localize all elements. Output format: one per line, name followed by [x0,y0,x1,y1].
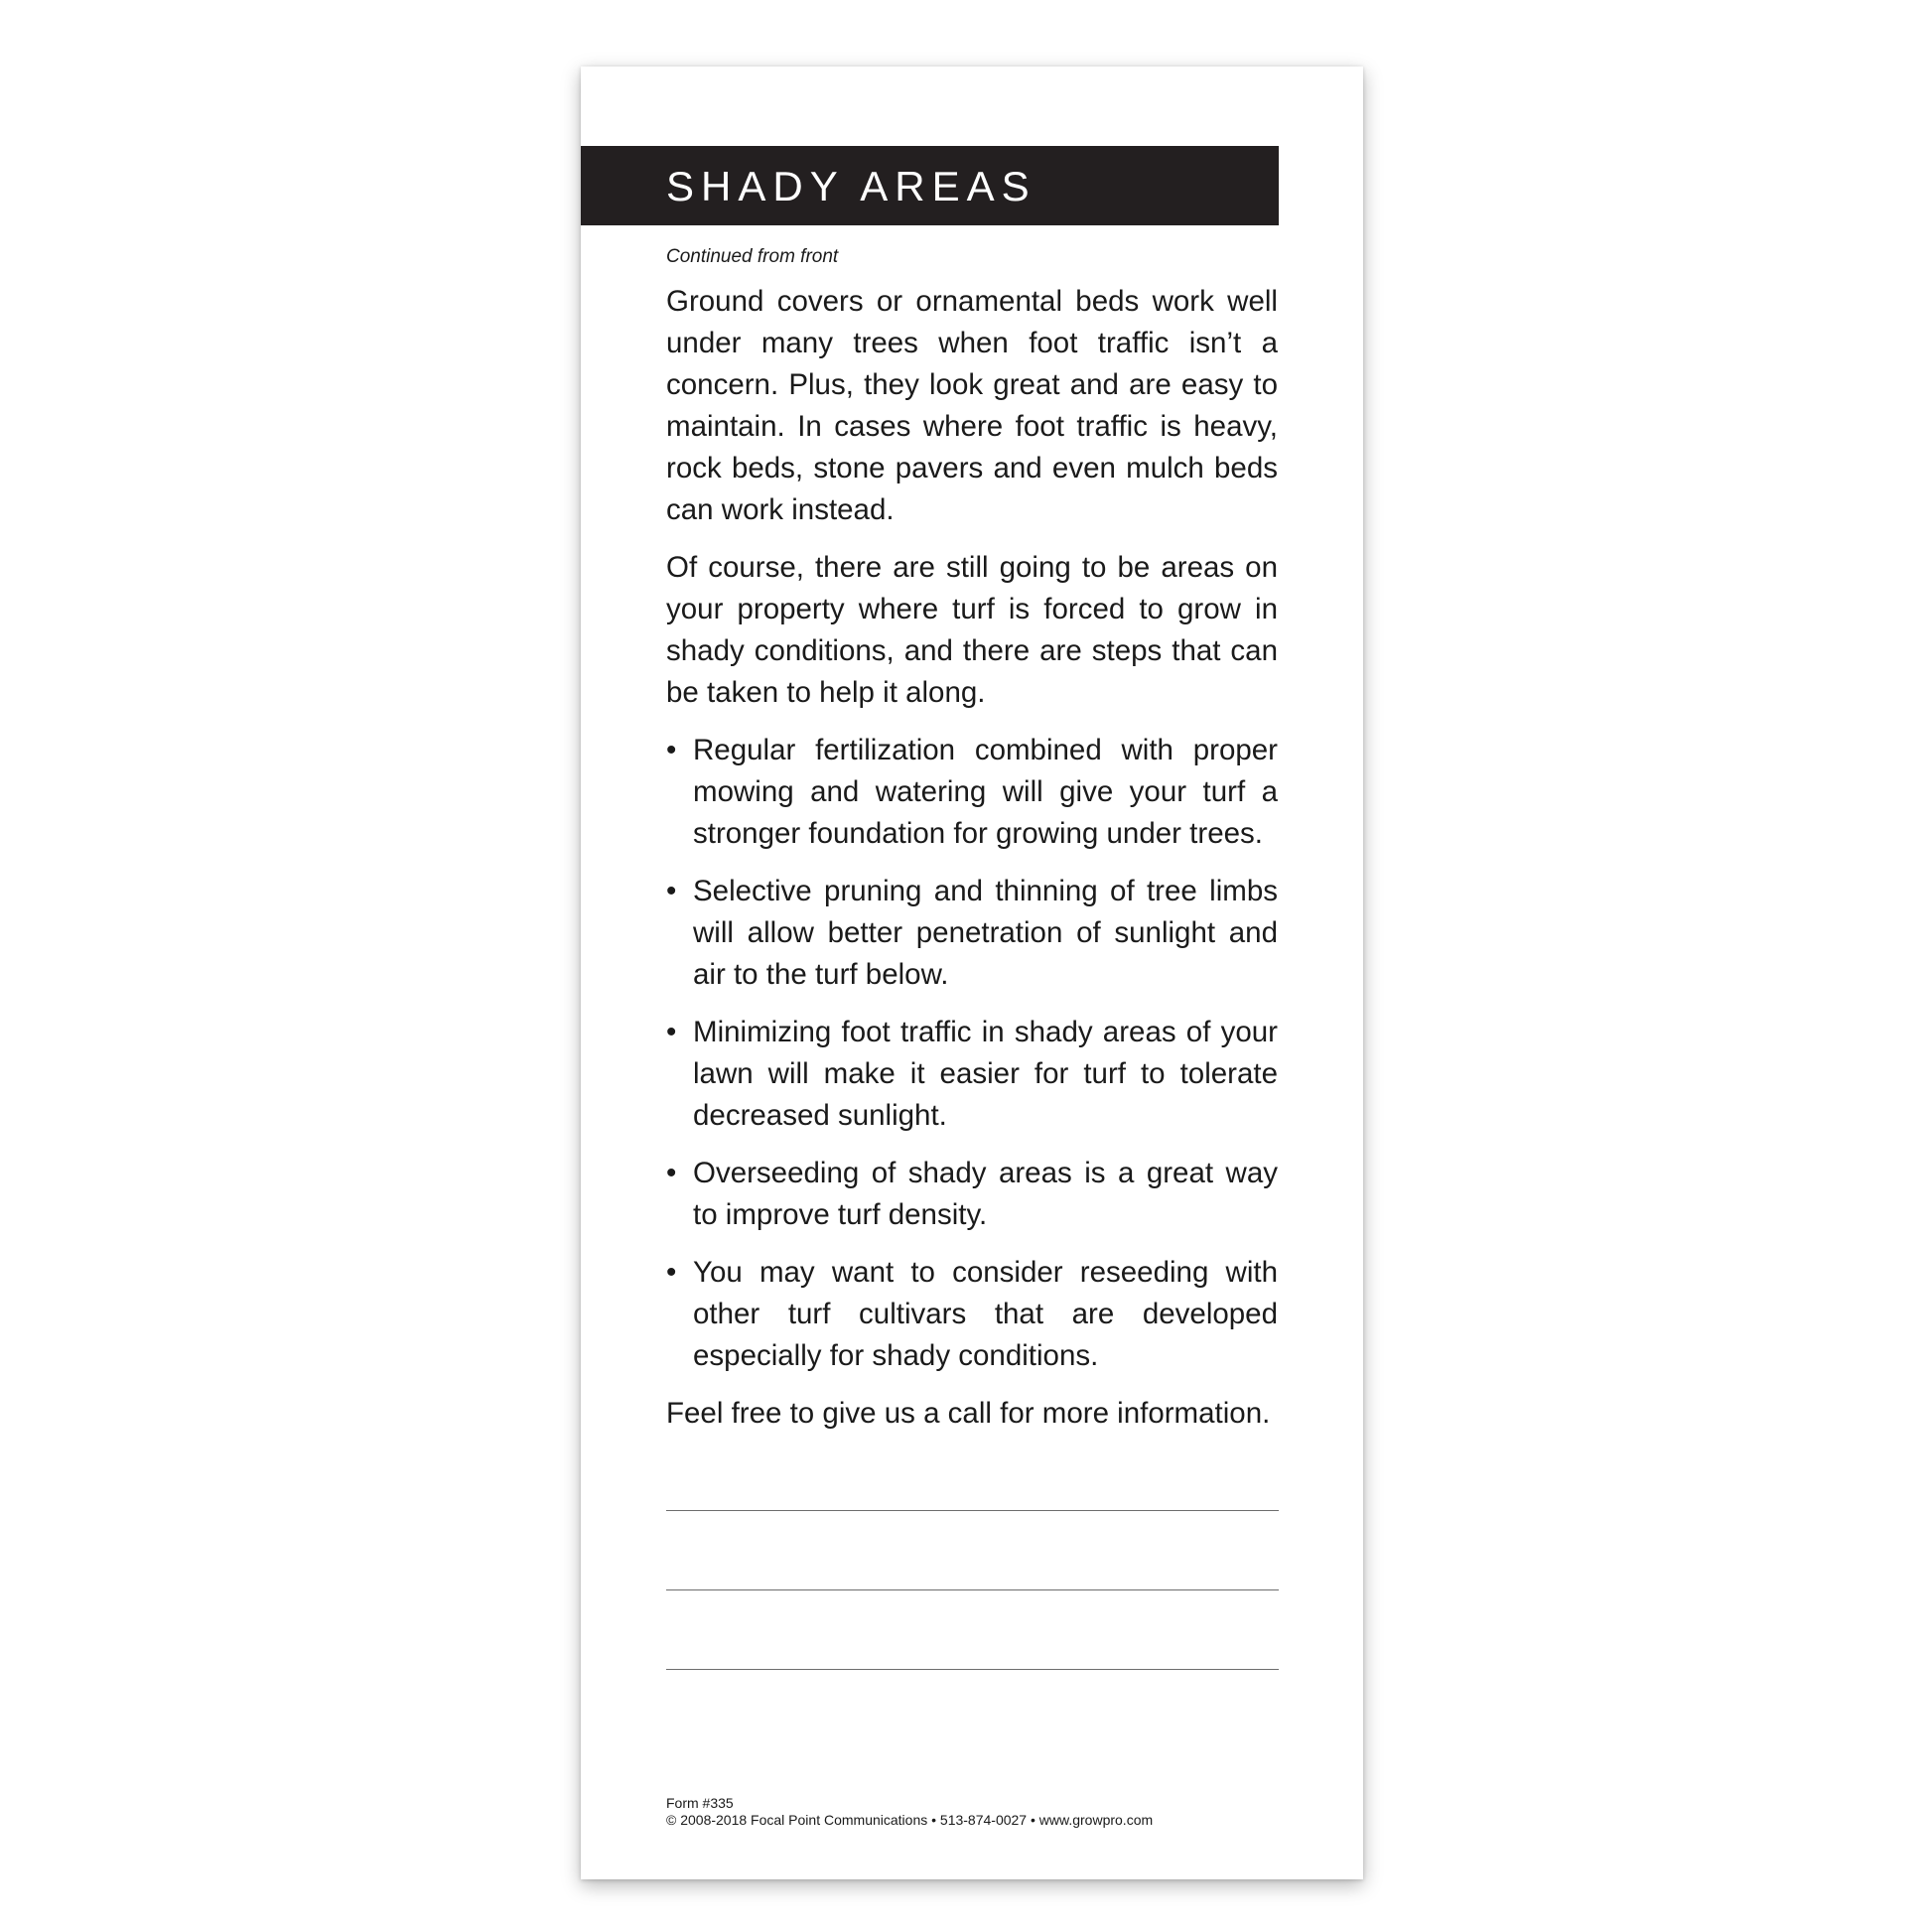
paragraph-ground-covers: Ground covers or ornamental beds work well under many trees when foot traffic isn’t a concern. Plus, they look great and are easy to maintain. In cases where foot traffic is heavy, rock beds, stone pavers and even mulch beds can work instead. [666,285,1278,526]
title-bar [581,146,1279,225]
blank-write-line [666,1669,1279,1670]
bullet-text: Selective pruning and thinning of tree limbs will allow better penetration of sunlight and air to the turf below. [693,875,1278,991]
card-content [666,243,1278,1435]
bullet-text: Minimizing foot traffic in shady areas of your lawn will make it easier for turf to tolerate decreased sunlight. [693,1016,1278,1132]
blank-write-line [666,1589,1279,1590]
page-title: SHADY AREAS [666,163,1036,209]
form-number: Form #335 [666,1795,734,1811]
list-item [666,730,1278,855]
closing-line: Feel free to give us a call for more information. [666,1397,1271,1430]
bullet-icon: • [666,1157,677,1189]
paragraph-of-course: Of course, there are still going to be areas on your property where turf is forced to grow in shady conditions, and there are steps that can be taken to help it along. [666,551,1278,709]
copyright-line: © 2008-2018 Focal Point Communications • 513-874-0027 • www.growpro.com [666,1812,1154,1828]
bullet-icon: • [666,1016,677,1048]
handout-card [581,67,1363,1879]
list-item [666,871,1278,996]
continued-note: Continued from front [666,246,839,267]
footer [666,1795,1153,1829]
list-item [666,1153,1278,1236]
bullet-text: Overseeding of shady areas is a great way to improve turf density. [693,1157,1278,1231]
bullet-icon: • [666,1256,677,1289]
blank-write-line [666,1510,1279,1511]
bullet-icon: • [666,875,677,907]
bullet-text: Regular fertilization combined with proper mowing and watering will give your turf a stronger foundation for growing under trees. [693,734,1278,850]
list-item [666,1012,1278,1137]
list-item [666,1252,1278,1377]
bullet-text: You may want to consider reseeding with other turf cultivars that are developed especially for shady conditions. [693,1256,1278,1372]
bullet-icon: • [666,734,677,766]
